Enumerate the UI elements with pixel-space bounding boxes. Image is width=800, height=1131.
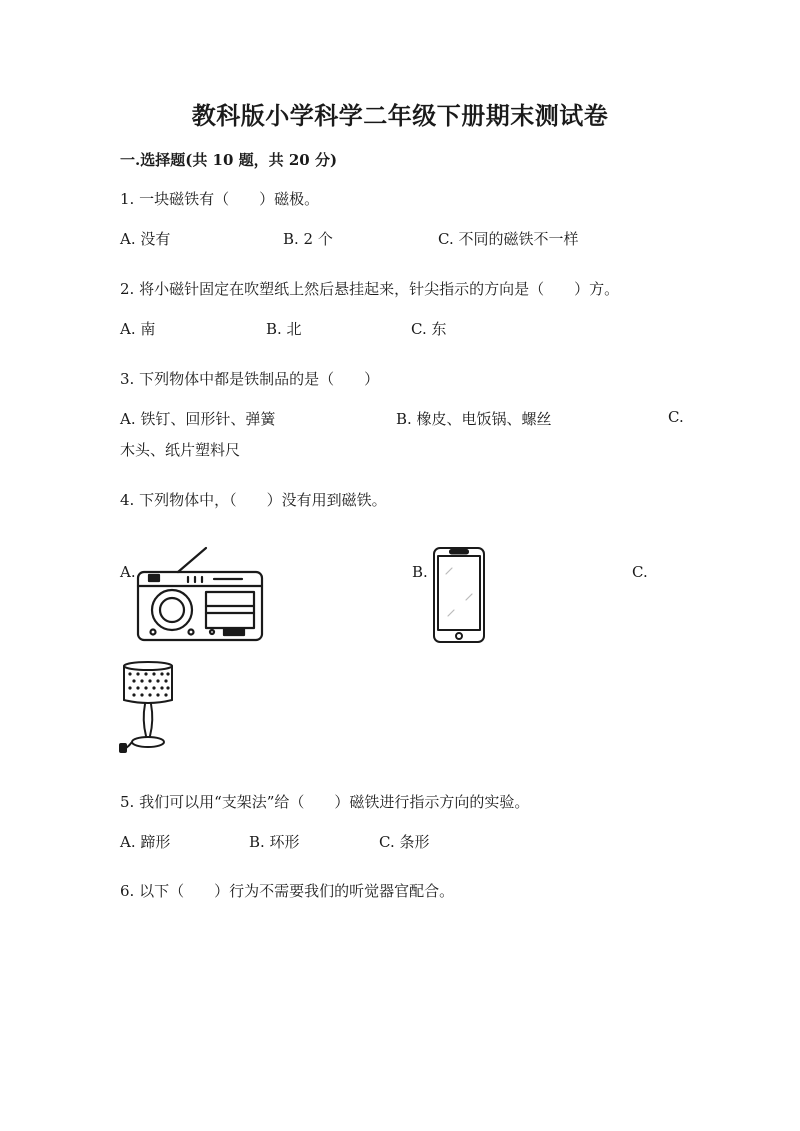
question-4-option-b: B. (412, 563, 428, 581)
question-4-stem: 4. 下列物体中，（ ）没有用到磁铁。 (120, 491, 387, 509)
page-title: 教科版小学科学二年级下册期末测试卷 (191, 101, 609, 130)
question-6-stem: 6. 以下（ ）行为不需要我们的听觉器官配合。 (120, 882, 455, 900)
question-4-option-a: A. (120, 563, 136, 581)
section-heading: 一.选择题(共 10 题，共 20 分) (120, 151, 338, 169)
question-4-option-c: C. (632, 563, 648, 581)
question-5-option-a: A. 蹄形 (120, 833, 171, 851)
question-2-stem: 2. 将小磁针固定在吹塑纸上然后悬挂起来，针尖指示的方向是（ ）方。 (120, 280, 620, 298)
question-3-option-b: B. 橡皮、电饭锅、螺丝 (396, 410, 552, 428)
smartphone-icon (432, 546, 486, 644)
table-lamp-icon (118, 660, 184, 758)
question-3-stem: 3. 下列物体中都是铁制品的是（ ） (120, 370, 380, 388)
question-5-option-b: B. 环形 (249, 833, 300, 851)
question-5-option-c: C. 条形 (379, 833, 430, 851)
question-3-option-c-continued: 木头、纸片塑料尺 (120, 441, 241, 459)
question-1-option-b: B. 2 个 (283, 230, 333, 248)
question-1-option-a: A. 没有 (120, 230, 171, 248)
question-3-option-a: A. 铁钉、回形针、弹簧 (120, 410, 276, 428)
question-2-option-c: C. 东 (411, 320, 447, 338)
question-2-option-a: A. 南 (120, 320, 156, 338)
question-3-option-c: C. (668, 408, 684, 426)
question-1-stem: 1. 一块磁铁有（ ）磁极。 (120, 190, 320, 208)
question-5-stem: 5. 我们可以用“支架法”给（ ）磁铁进行指示方向的实验。 (120, 793, 530, 811)
question-1-option-c: C. 不同的磁铁不一样 (438, 230, 579, 248)
radio-icon (134, 544, 266, 644)
question-2-option-b: B. 北 (266, 320, 302, 338)
